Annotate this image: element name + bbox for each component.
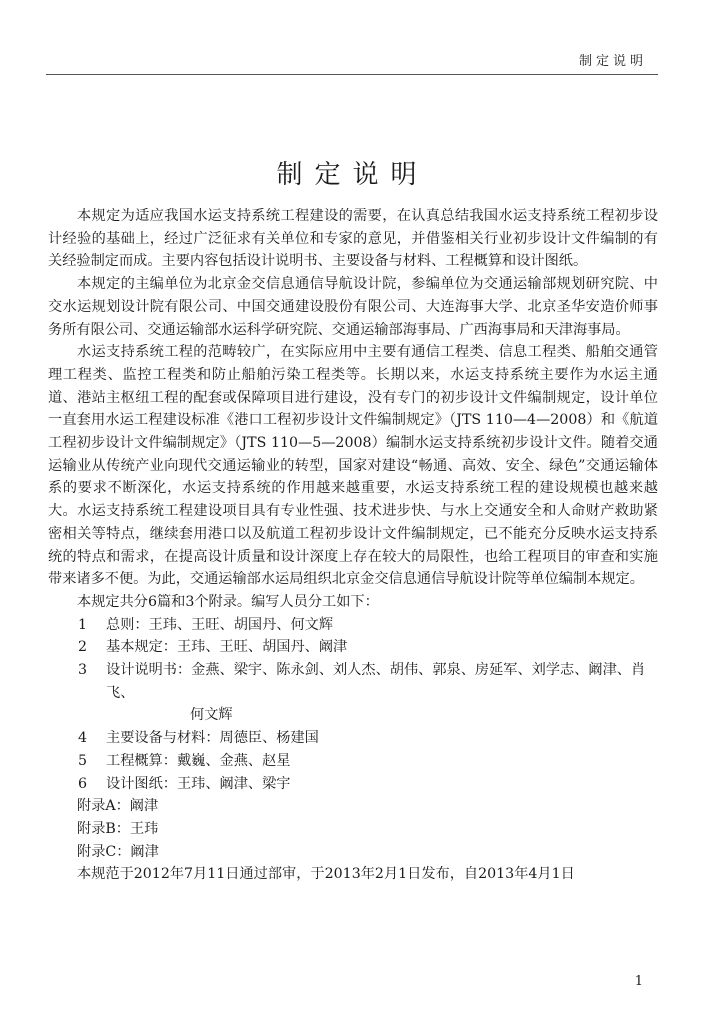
paragraph-structure: 本规定共分6篇和3个附录。编写人员分工如下： [77,593,379,610]
page-number: 1 [634,974,643,989]
list-item-text: 工程概算：戴巍、金燕、赵星 [106,752,291,769]
document-body [48,205,658,886]
list-item [48,636,658,659]
list-item-text: 基本规定：王玮、王旺、胡国丹、阚津 [106,639,348,656]
author-list [48,614,658,864]
list-item-text: 设计说明书：金燕、梁宇、陈永剑、刘人杰、胡伟、郭泉、房延军、刘学志、阚津、肖飞、 [106,662,646,701]
list-item-text: 设计图纸：王玮、阚津、梁宇 [106,775,291,792]
list-item [48,727,658,750]
list-item-number: 4 [78,730,88,747]
list-item-text: 主要设备与材料：周德臣、杨建国 [106,730,319,747]
running-header: 制定说明 [578,54,647,69]
list-item [48,773,658,796]
page-title: 制定说明 [276,160,429,190]
list-item-text: 总则：王玮、王旺、胡国丹、何文辉 [106,616,334,633]
appendix-b: 附录B：王玮 [77,820,159,837]
paragraph-editors: 本规定的主编单位为北京金交信息通信导航设计院，参编单位为交通运输部规划研究院、中交水运规划设计院有限公司、中国交通建设股份有限公司、大连海事大学、北京圣华安造价师事务所有限公司、交通运输部水运科学研究院、交通运输部海事局、广西海事局和天津海事局。 [48,276,658,338]
list-item [48,659,658,727]
closing-paragraph: 本规范于2012年7月11日通过部审，于2013年2月1日发布，自2013年4月1日 [77,866,575,883]
list-item-continuation: 何文辉 [190,707,233,724]
paragraph-background: 水运支持系统工程的范畴较广，在实际应用中主要有通信工程类、信息工程类、船舶交通管理工程类、监控工程类和防止船舶污染工程类等。长期以来，水运支持系统主要作为水运主通道、港站主枢纽工程的配套或保障项目进行建设，没有专门的初步设计文件编制规定，设计单位一直套用水运工程建设标准《港口工程初步设计文件编制规定》（JTS 110—4—2008）和《航道工程初步设计文件编制规定》（JTS 110—5—2008）编制水运支持系统初步设计文件。随着交通运输业从传统产业向现代交通运输业的转型，国家对建设“畅通、高效、安全、绿色”交通运输体系的要求不断深化，水运支持系统的作用越来越重要，水运支持系统工程的建设规模也越来越大。水运支持系统工程建设项目具有专业性强、技术进步快、与水上交通安全和人命财产救助紧密相关等特点，继续套用港口以及航道工程初步设计文件编制规定，已不能充分反映水运支持系统的特点和需求，在提高设计质量和设计深度上存在较大的局限性，也给工程项目的审查和实施带来诸多不便。为此，交通运输部水运局组织北京金交信息通信导航设计院等单位编制本规定。 [48,344,658,588]
header-rule [46,74,658,75]
list-item-number: 1 [78,616,88,633]
list-item [48,750,658,773]
list-item-number: 3 [78,662,88,679]
list-item [48,614,658,637]
appendix-c: 附录C：阚津 [77,843,159,860]
list-item-number: 6 [78,775,88,792]
appendix-a: 附录A：阚津 [77,798,159,815]
paragraph-purpose: 本规定为适应我国水运支持系统工程建设的需要，在认真总结我国水运支持系统工程初步设计经验的基础上，经过广泛征求有关单位和专家的意见，并借鉴相关行业初步设计文件编制的有关经验制定而成。主要内容包括设计说明书、主要设备与材料、工程概算和设计图纸。 [48,208,658,270]
list-item-number: 2 [78,639,88,656]
list-item-number: 5 [78,752,88,769]
